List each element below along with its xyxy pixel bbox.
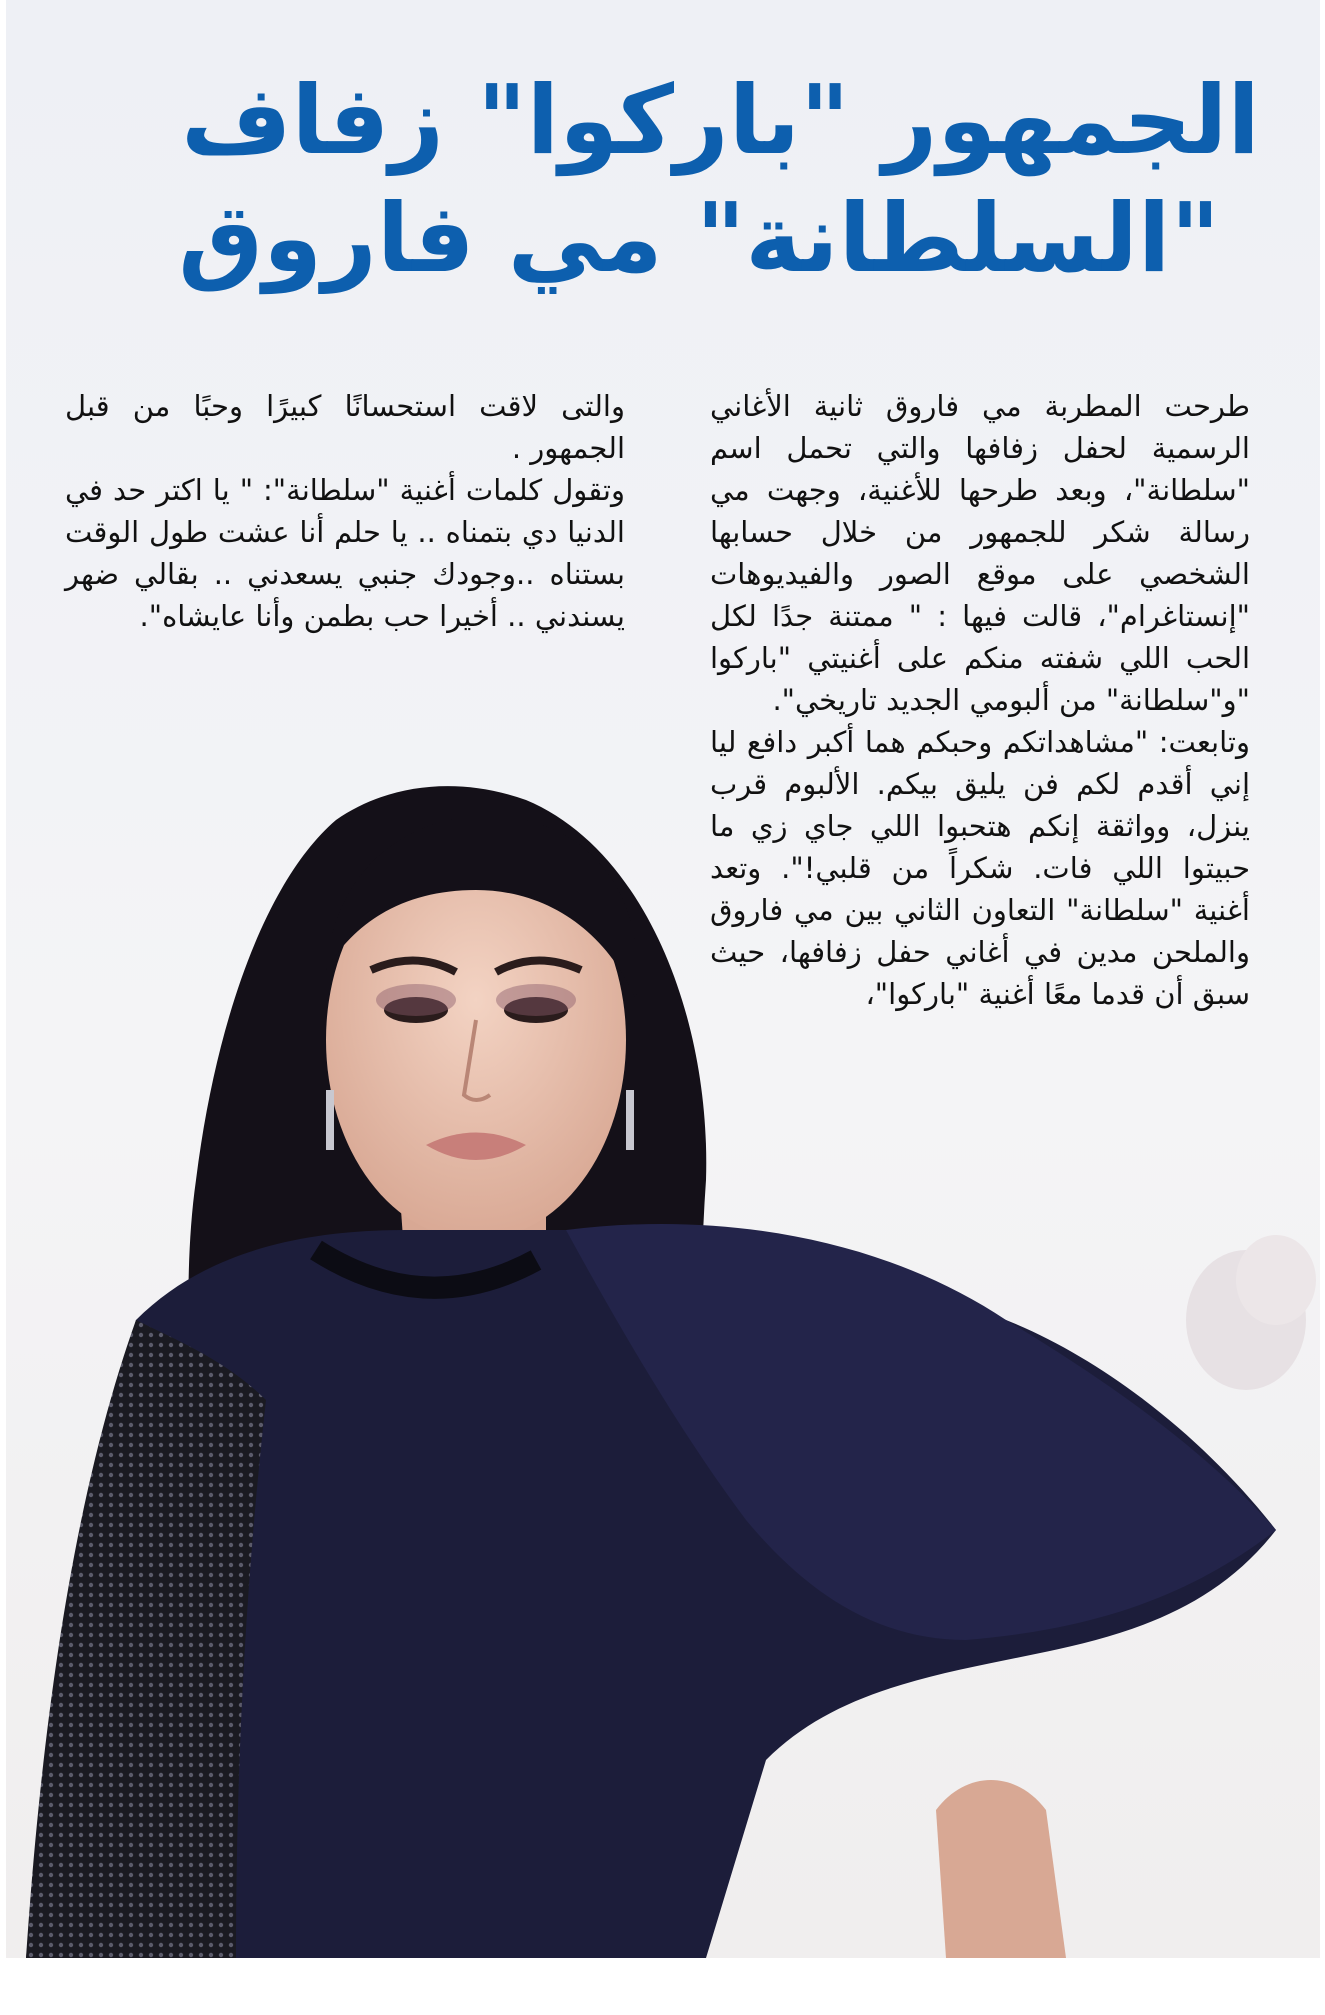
paragraph: وتابعت: "مشاهداتكم وحبكم هما أكبر دافع ليا إني أقدم لكم فن يليق بيكم. الألبوم قرب ينزل، وواثقة إنكم هتحبوا اللي جاي زي ما حبيتوا اللي فات. شكراً من قلبي!". وتعد أغنية "سلطانة" التعاون الثاني بين مي فاروق والملحن مدين في أغاني حفل زفافها، حيث سبق أن قدما معًا أغنية "باركوا"،: [710, 725, 1250, 1011]
headline-line-1: الجمهور "باركوا" زفاف: [181, 66, 1260, 176]
headline: [140, 62, 1260, 298]
article-column-right: [710, 385, 1250, 1015]
paragraph: وتقول كلمات أغنية "سلطانة": " يا اكتر حد في الدنيا دي بتمناه .. يا حلم أنا عشت طول الوقت بستناه ..وجودك جنبي يسعدني .. بقالي ضهر يسندني .. أخيرا حب بطمن وأنا عايشاه".: [65, 473, 625, 633]
headline-line-2: "السلطانة" مي فاروق: [178, 184, 1220, 294]
article-column-left: [65, 385, 625, 637]
page-bottom-margin: [0, 1958, 1325, 2015]
article-page: [6, 0, 1320, 1958]
paragraph: طرحت المطربة مي فاروق ثانية الأغاني الرسمية لحفل زفافها والتي تحمل اسم "سلطانة"، وبعد طرحها للأغنية، وجهت مي رسالة شكر للجمهور من خلال حسابها الشخصي على موقع الصور والفيديوهات "إنستاغرام"، قالت فيها : " ممتنة جدًا لكل الحب اللي شفته منكم على أغنيتي "باركوا "و"سلطانة" من ألبومي الجديد تاريخي".: [710, 389, 1250, 717]
paragraph: والتى لاقت استحسانًا كبيرًا وحبًا من قبل الجمهور .: [65, 389, 625, 465]
